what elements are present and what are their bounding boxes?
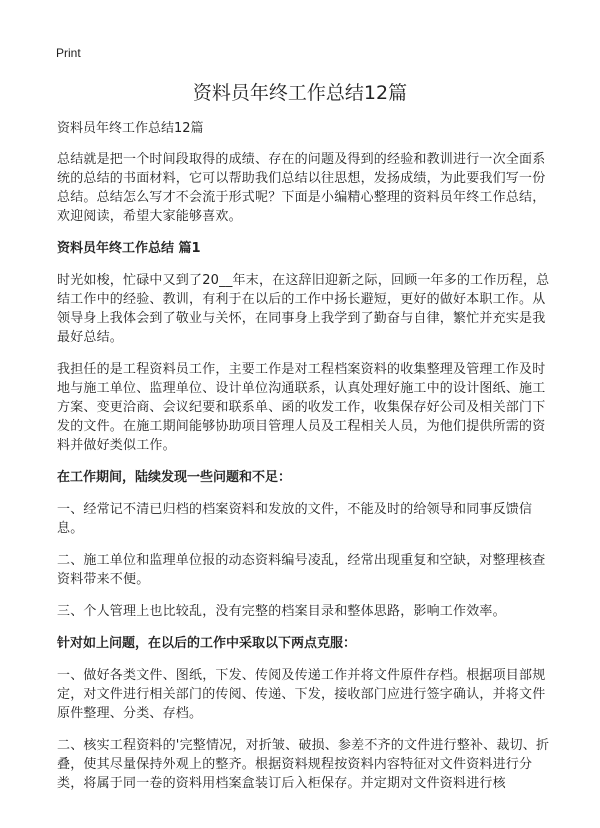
page-title: 资料员年终工作总结12篇	[192, 82, 408, 104]
problem-item-1: 一、经常记不清已归档的档案资料和发放的文件，不能及时的给领导和同事反馈信息。	[57, 502, 533, 536]
solution-item-2: 二、核实工程资料的'完整情况，对折皱、破损、参差不齐的文件进行整补、裁切、折叠，使其尽量保持外观上的整齐。根据资料规程按资料内容特征对文件资料进行分类，将属于同一卷的资料用档案盒装订后入柜保存。并定期对文件资料进行核	[57, 738, 550, 791]
intro-paragraph: 总结就是把一个时间段取得的成绩、存在的问题及得到的经验和教训进行一次全面系统的总结的书面材料，它可以帮助我们总结以往思想，发扬成绩，为此要我们写一份总结。总结怎么写才不会流于形式呢？下面是小编精心整理的资料员年终工作总结，欢迎阅读，希望大家能够喜欢。	[57, 152, 546, 224]
paragraph-2: 我担任的是工程资料员工作，主要工作是对工程档案资料的收集整理及管理工作及时地与施工单位、监理单位、设计单位沟通联系，认真处理好施工中的设计图纸、施工方案、变更洽商、会议纪要和联系单、函的收发工作，收集保存好公司及相关部门下发的文件。在施工期间能够协助项目管理人员及工程相关人员，为他们提供所需的资料并做好类似工作。	[57, 362, 546, 453]
section-heading: 资料员年终工作总结 篇1	[57, 241, 201, 256]
document-subtitle: 资料员年终工作总结12篇	[57, 121, 204, 136]
solution-item-1: 一、做好各类文件、图纸，下发、传阅及传递工作并将文件原件存档。根据项目部规定，对文件进行相关部门的传阅、传递、下发，接收部门应进行签字确认，并将文件原件整理、分类、存档。	[57, 668, 546, 721]
problem-item-3: 三、个人管理上也比较乱，没有完整的档案目录和整体思路，影响工作效率。	[57, 604, 506, 619]
problem-item-2: 二、施工单位和监理单位报的动态资料编号凌乱，经常出现重复和空缺，对整理核查资料带来不便。	[57, 553, 546, 587]
document-body	[57, 120, 550, 806]
print-link[interactable]: Print	[56, 46, 81, 60]
solutions-heading: 针对如上问题，在以后的工作中采取以下两点克服：	[57, 636, 357, 651]
paragraph-1: 时光如梭，忙碌中又到了20__年末，在这辞旧迎新之际，回顾一年多的工作历程，总结工作中的经验、教训，有利于在以后的工作中扬长避短，更好的做好本职工作。从领导身上我体会到了敬业与关怀，在同事身上我学到了勤奋与自律，繁忙并充实是我最好总结。	[57, 273, 550, 345]
problems-heading: 在工作期间，陆续发现一些问题和不足：	[57, 470, 292, 485]
